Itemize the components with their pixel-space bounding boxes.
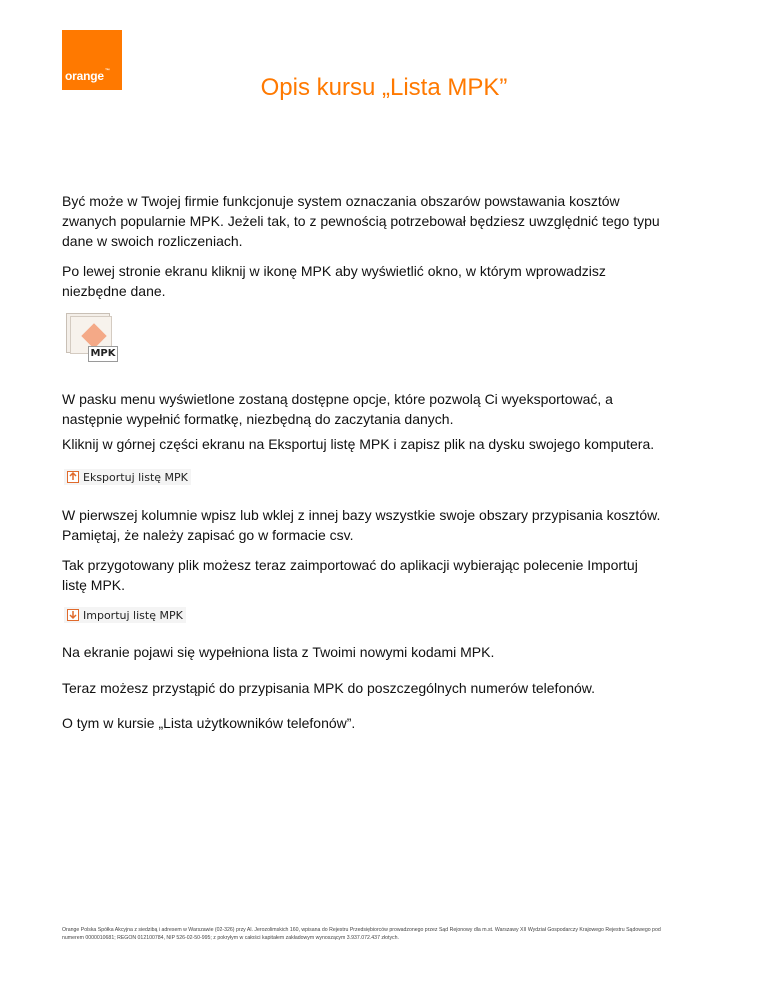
mpk-icon-label: MPK: [88, 346, 118, 362]
paragraph-menu-options: W pasku menu wyświetlone zostaną dostępne opcje, które pozwolą Ci wyeksportować, a następnie wypełnić formatkę, niezbędną do zaczytania danych.: [62, 391, 613, 427]
import-icon: [67, 609, 79, 621]
export-icon: [67, 471, 79, 483]
paragraph-import: Tak przygotowany plik możesz teraz zaimportować do aplikacji wybierając polecenie Importuj listę MPK.: [62, 557, 638, 593]
import-list-button[interactable]: [64, 607, 186, 623]
import-list-label: Importuj listę MPK: [83, 608, 183, 622]
page-title: Opis kursu „Lista MPK”: [260, 74, 508, 101]
paragraph-assign: Teraz możesz przystąpić do przypisania MPK do poszczególnych numerów telefonów.: [62, 680, 596, 696]
paragraph-export: Kliknij w górnej części ekranu na Eksportuj listę MPK i zapisz plik na dysku swojego komputera.: [62, 436, 655, 452]
mpk-diamond-icon: [81, 323, 106, 348]
logo-trademark: ™: [104, 68, 110, 74]
paragraph-list-appears: Na ekranie pojawi się wypełniona lista z Twoimi nowymi kodami MPK.: [62, 644, 495, 660]
legal-footer: Orange Polska Spółka Akcyjna z siedzibą i adresem w Warszawie (02-326) przy Al. Jerozolimskich 160, wpisana do Rejestru Przedsiębiorców prowadzonego przez Sąd Rejonowy dla m.st. Warszawy XII Wydział Gospodarczy Krajowego Rejestru Sądowego pod numerem 0000010681; REGON 012100784, NIP 526-02-50-995; z pokryłym w całości kapitałem zakładowym wynoszącym 3.937.072.437 złotych.: [62, 927, 661, 941]
paragraph-next-course: O tym w kursie „Lista użytkowników telefonów”.: [62, 715, 356, 731]
logo-text: orange: [65, 69, 104, 83]
paragraph-fill-column: W pierwszej kolumnie wpisz lub wklej z innej bazy wszystkie swoje obszary przypisania kosztów. Pamiętaj, że należy zapisać go w formacie csv.: [62, 507, 661, 543]
mpk-icon[interactable]: [64, 313, 124, 365]
paragraph-intro: Być może w Twojej firmie funkcjonuje system oznaczania obszarów powstawania kosztów zwanych popularnie MPK. Jeżeli tak, to z pewnością potrzebował będziesz uwzględnić tego typu dane w swoich rozliczeniach.: [62, 193, 660, 249]
export-list-label: Eksportuj listę MPK: [83, 470, 188, 484]
paragraph-mpk-icon: Po lewej stronie ekranu kliknij w ikonę MPK aby wyświetlić okno, w którym wprowadzisz niezbędne dane.: [62, 263, 606, 299]
export-list-button[interactable]: [64, 469, 191, 485]
